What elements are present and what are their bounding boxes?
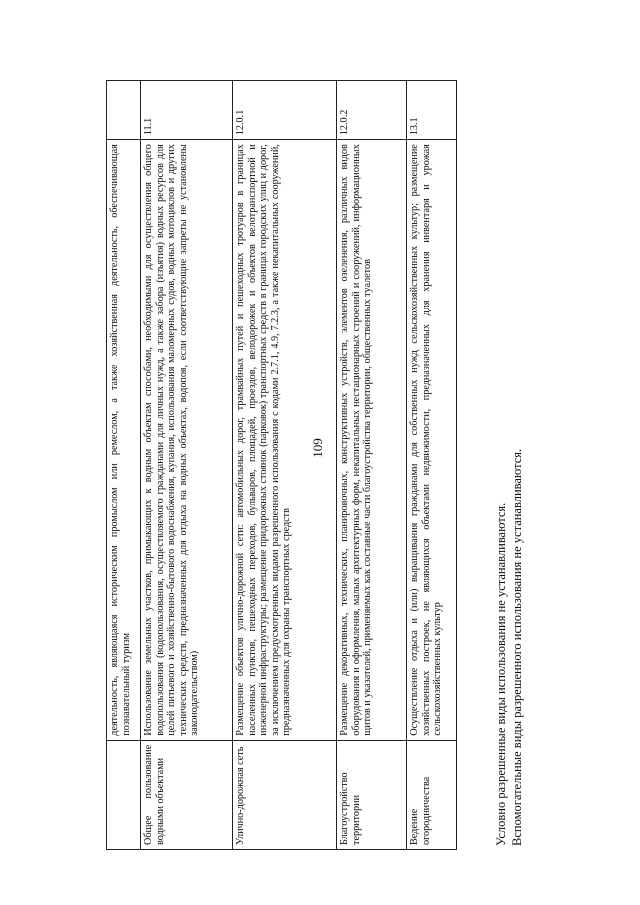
use-name-cell: Ведение огородничества	[407, 740, 457, 849]
table-row	[337, 81, 407, 850]
use-code-cell: 13.1	[407, 81, 457, 140]
use-code-cell: 12.0.2	[337, 81, 407, 140]
notes-section	[493, 80, 525, 850]
use-code-cell: 12.0.1	[233, 81, 337, 140]
use-name-cell	[107, 740, 141, 849]
use-description-cell: Размещение объектов улично-дорожной сети: автомобильных дорог, трамвайных путей и пешеходных тротуаров в границах населенных пунктов, пешеходных переходов, бульваров, площадей, проездов, велодорожек и объектов велотранспортной и инженерной инфраструктуры; размещение придорожных стоянок (парковок) транспортных средств в границах городских улиц и дорог, за исключением предусмотренных видами разрешенного использования с кодами 2.7.1, 4.9, 7.2.3, а также некапитальных сооружений, предназначенных для охраны транспортных средств	[233, 140, 337, 741]
use-description-cell: Осуществление отдыха и (или) выращивания гражданами для собственных нужд сельскохозяйственных культур; размещение хозяйственных построек, не являющихся объектами недвижимости, предназначенных для хранения инвентаря и урожая сельскохозяйственных культур	[407, 140, 457, 741]
rotated-page-content	[106, 80, 524, 850]
use-description-cell: деятельность, являющаяся историческим промыслом или ремеслом, а также хозяйственная деятельность, обеспечивающая познавательный туризм	[107, 140, 141, 741]
table-row	[141, 81, 233, 850]
use-name-cell: Общее пользование водными объектами	[141, 740, 233, 849]
conditional-uses-note: Условно разрешенные виды использования не устанавливаются.	[494, 502, 508, 846]
land-use-table	[106, 80, 457, 850]
use-name-cell: Улично-дорожная сеть	[233, 740, 337, 849]
table-row	[233, 81, 337, 850]
auxiliary-uses-note: Вспомогательные виды разрешенного использования не устанавливаются.	[510, 448, 524, 846]
page-number: 109	[310, 438, 325, 458]
use-description-cell: Использование земельных участков, примыкающих к водным объектам способами, необходимыми для осуществления общего водопользования (водопользования, осуществляемого гражданами для личных нужд, а также забора (изъятия) водных ресурсов для целей питьевого и хозяйственно-бытового водоснабжения, купания, использования маломерных судов, водных мотоциклов и других технических средств, предназначенных для отдыха на водных объектах, водопоя, если соответствующие запреты не установлены законодательством)	[141, 140, 233, 741]
table-row	[107, 81, 141, 850]
use-code-cell	[107, 81, 141, 140]
use-code-cell: 11.1	[141, 81, 233, 140]
use-name-cell: Благоустройство территории	[337, 740, 407, 849]
table-row	[407, 81, 457, 850]
use-description-cell: Размещение декоративных, технических, планировочных, конструктивных устройств, элементов озеленения, различных видов оборудования и оформления, малых архитектурных форм, некапитальных нестационарных строений и сооружений, информационных щитов и указателей, применяемых как составные части благоустройства территории, общественных туалетов	[337, 140, 407, 741]
